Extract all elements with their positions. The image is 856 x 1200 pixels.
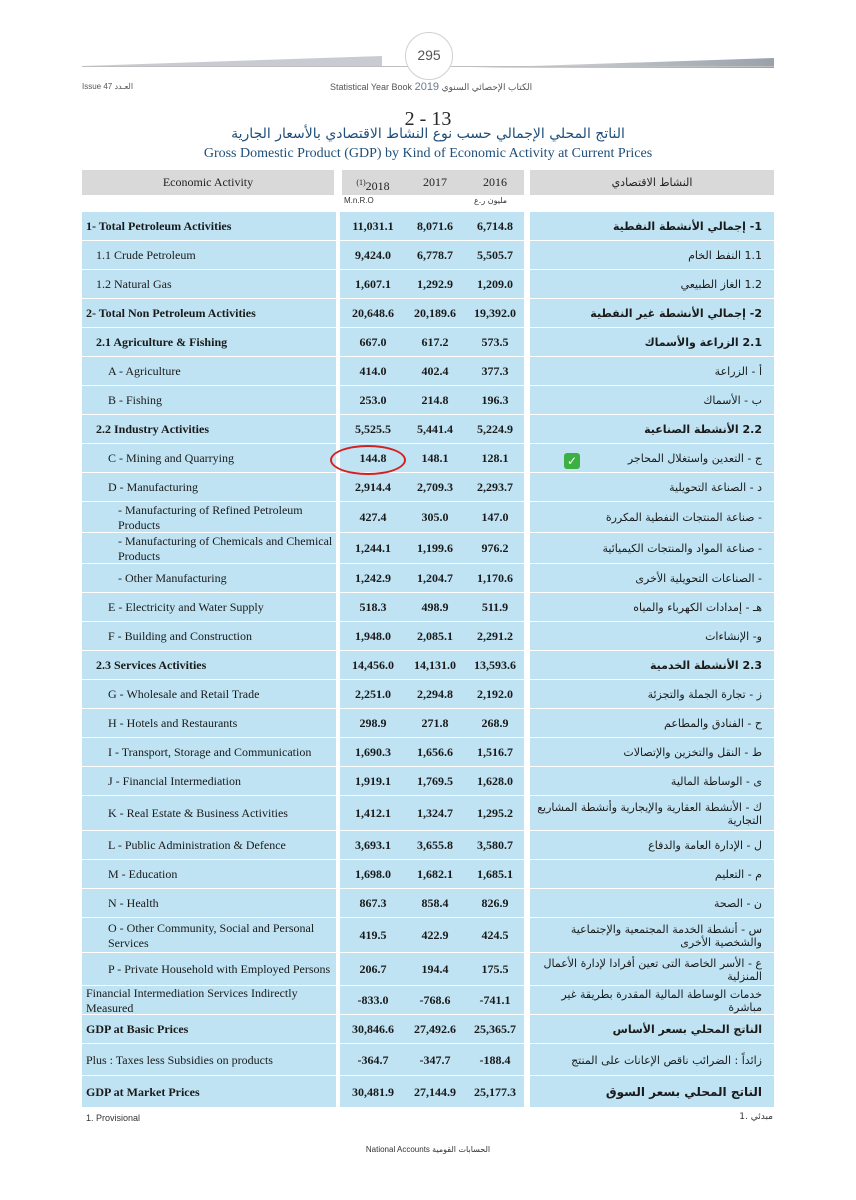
col-header-activity-ar: النشاط الاقتصادي xyxy=(530,170,774,195)
value-2016-cell: 1,295.2 xyxy=(477,806,513,820)
highlight-circle xyxy=(330,445,406,475)
year-book-label xyxy=(330,81,532,93)
table-row xyxy=(82,212,774,241)
table-row xyxy=(82,270,774,299)
table-row xyxy=(82,564,774,593)
checkmark-icon: ✓ xyxy=(564,453,580,469)
table-row xyxy=(82,953,774,986)
activity-ar-cell: ن - الصحة xyxy=(714,897,762,910)
value-2016-cell: 1,209.0 xyxy=(477,277,513,291)
activity-en-cell: A - Agriculture xyxy=(108,364,181,378)
activity-en-cell: F - Building and Construction xyxy=(108,629,252,643)
table-row xyxy=(82,680,774,709)
footnote-en: 1. Provisional xyxy=(86,1113,141,1123)
activity-ar-cell: 1- إجمالي الأنشطة النفطية xyxy=(612,220,762,233)
value-2017-cell: 305.0 xyxy=(421,510,449,524)
value-2016-cell: 19,392.0 xyxy=(474,306,516,320)
activity-en-cell: C - Mining and Quarrying xyxy=(108,451,234,465)
activity-en-cell: 1- Total Petroleum Activities xyxy=(86,219,232,233)
value-2017-cell: 194.4 xyxy=(421,962,449,976)
year-book-en: Statistical Year Book xyxy=(330,82,413,92)
value-2016-cell: 573.5 xyxy=(481,335,509,349)
value-2017-cell: 858.4 xyxy=(421,896,449,910)
table-row xyxy=(82,889,774,918)
table-row xyxy=(82,386,774,415)
table-row xyxy=(82,241,774,270)
activity-en-cell: 2- Total Non Petroleum Activities xyxy=(86,306,256,320)
table-row xyxy=(82,415,774,444)
value-2016-cell: 1,170.6 xyxy=(477,571,513,585)
value-2016-cell: 2,291.2 xyxy=(477,629,513,643)
value-2017-cell: 2,085.1 xyxy=(417,629,453,643)
activity-ar-cell: ع - الأسر الخاصة التى تعين أفرادا لإدارة الأعمال المنزلية xyxy=(543,956,762,983)
col-header-2017: 2017 xyxy=(404,170,466,195)
table-row xyxy=(82,502,774,533)
value-2018-cell: 427.4 xyxy=(359,510,387,524)
value-2016-cell: 6,714.8 xyxy=(477,219,513,233)
activity-en-cell: L - Public Administration & Defence xyxy=(108,838,286,852)
value-2016-cell: 976.2 xyxy=(481,541,509,555)
value-2018-cell: 3,693.1 xyxy=(355,838,391,852)
value-2016-cell: 424.5 xyxy=(481,928,509,942)
table-row xyxy=(82,651,774,680)
table-row xyxy=(82,622,774,651)
unit-en: M.n.R.O xyxy=(344,196,374,205)
activity-en-cell: I - Transport, Storage and Communication xyxy=(108,745,312,759)
value-2018-cell: 5,525.5 xyxy=(355,422,391,436)
row-divider xyxy=(82,1107,774,1108)
year-book-year: 2019 xyxy=(414,81,440,93)
value-2016-cell: 175.5 xyxy=(481,962,509,976)
value-2017-cell: 1,204.7 xyxy=(417,571,453,585)
activity-ar-cell: د - الصناعة التحويلية xyxy=(669,481,762,494)
value-2016-cell: 25,365.7 xyxy=(474,1022,516,1036)
activity-en-cell: GDP at Basic Prices xyxy=(86,1022,189,1036)
value-2018-cell: -833.0 xyxy=(357,993,389,1007)
value-2018-cell: 1,690.3 xyxy=(355,745,391,759)
value-2018-cell: 144.8 xyxy=(359,451,387,465)
value-2016-cell: 377.3 xyxy=(481,364,509,378)
value-2017-cell: 1,682.1 xyxy=(417,867,453,881)
value-2017-cell: 3,655.8 xyxy=(417,838,453,852)
value-2018-cell: 206.7 xyxy=(359,962,387,976)
value-2017-cell: 402.4 xyxy=(421,364,449,378)
activity-en-cell: O - Other Community, Social and Personal Services xyxy=(108,920,315,950)
value-2017-cell: 1,769.5 xyxy=(417,774,453,788)
activity-ar-cell: ب - الأسماك xyxy=(703,394,762,407)
activity-ar-cell: ك - الأنشطة العقارية والإيجارية وأنشطة المشاريع التجارية xyxy=(537,800,762,827)
activity-ar-cell: خدمات الوساطة المالية المقدرة بطريقة غير مباشرة xyxy=(561,987,762,1014)
table-row xyxy=(82,593,774,622)
activity-ar-cell: - الصناعات التحويلية الأخرى xyxy=(635,572,762,585)
table-number: 2 - 13 xyxy=(404,108,452,130)
value-2017-cell: 27,492.6 xyxy=(414,1022,456,1036)
activity-en-cell: 2.3 Services Activities xyxy=(96,658,207,672)
activity-ar-cell: ل - الإدارة العامة والدفاع xyxy=(648,839,762,852)
value-2018-cell: 1,698.0 xyxy=(355,867,391,881)
value-2018-cell: 414.0 xyxy=(359,364,387,378)
activity-en-cell: GDP at Market Prices xyxy=(86,1084,200,1099)
activity-en-cell: 2.1 Agriculture & Fishing xyxy=(96,335,228,349)
value-2018-cell: 1,412.1 xyxy=(355,806,391,820)
activity-ar-cell: - صناعة المواد والمنتجات الكيميائية xyxy=(602,542,762,555)
activity-en-cell: - Other Manufacturing xyxy=(118,571,227,585)
table-row xyxy=(82,860,774,889)
activity-ar-cell: ط - النقل والتخزين والإتصالات xyxy=(623,746,762,759)
value-2017-cell: 1,324.7 xyxy=(417,806,453,820)
activity-en-cell: E - Electricity and Water Supply xyxy=(108,600,264,614)
activity-ar-cell: هـ - إمدادات الكهرباء والمياه xyxy=(633,601,762,614)
value-2018-cell: 20,648.6 xyxy=(352,306,394,320)
activity-en-cell: 1.1 Crude Petroleum xyxy=(96,248,196,262)
activity-ar-cell: ى - الوساطة المالية xyxy=(670,775,762,788)
value-2017-cell: -768.6 xyxy=(419,993,451,1007)
table-row xyxy=(82,738,774,767)
activity-en-cell: G - Wholesale and Retail Trade xyxy=(108,687,260,701)
value-2016-cell: 13,593.6 xyxy=(474,658,516,672)
value-2017-cell: 1,656.6 xyxy=(417,745,453,759)
table-row xyxy=(82,1015,774,1044)
table-row xyxy=(82,1044,774,1076)
footnote-ar: 1. مبدئي xyxy=(739,1112,773,1122)
value-2016-cell: 1,685.1 xyxy=(477,867,513,881)
activity-ar-cell: ج - التعدين واستغلال المحاجر xyxy=(627,452,762,465)
value-2018-cell: 667.0 xyxy=(359,335,387,349)
footer-ar: الحسابات القومية xyxy=(432,1145,491,1154)
table-row xyxy=(82,357,774,386)
activity-en-cell: D - Manufacturing xyxy=(108,480,198,494)
value-2017-cell: 1,292.9 xyxy=(417,277,453,291)
value-2018-cell: -364.7 xyxy=(357,1052,389,1067)
table-row xyxy=(82,796,774,831)
activity-en-cell: K - Real Estate & Business Activities xyxy=(108,806,288,820)
value-2017-cell: 5,441.4 xyxy=(417,422,453,436)
table-row xyxy=(82,986,774,1015)
value-2018-cell: 298.9 xyxy=(359,716,387,730)
activity-en-cell: H - Hotels and Restaurants xyxy=(108,716,238,730)
table-row xyxy=(82,709,774,738)
activity-ar-cell: ز - تجارة الجملة والتجزئة xyxy=(647,688,762,701)
value-2016-cell: 25,177.3 xyxy=(474,1084,516,1099)
value-2018-cell: 419.5 xyxy=(359,928,387,942)
value-2017-cell: 14,131.0 xyxy=(414,658,456,672)
activity-ar-cell: الناتج المحلي بسعر الأساس xyxy=(612,1023,762,1036)
value-2018-cell: 253.0 xyxy=(359,393,387,407)
value-2017-cell: 214.8 xyxy=(421,393,449,407)
value-2016-cell: 1,516.7 xyxy=(477,745,513,759)
year-book-ar: الكتاب الإحصائي السنوي xyxy=(441,82,533,92)
col-header-2018-label: 2018 xyxy=(365,179,390,193)
value-2018-cell: 2,251.0 xyxy=(355,687,391,701)
value-2016-cell: 1,628.0 xyxy=(477,774,513,788)
table-row xyxy=(82,444,774,473)
value-2016-cell: 196.3 xyxy=(481,393,509,407)
value-2016-cell: 5,505.7 xyxy=(477,248,513,262)
value-2018-cell: 518.3 xyxy=(359,600,387,614)
value-2017-cell: 8,071.6 xyxy=(417,219,453,233)
value-2017-cell: 271.8 xyxy=(421,716,449,730)
value-2018-cell: 1,948.0 xyxy=(355,629,391,643)
value-2016-cell: 2,293.7 xyxy=(477,480,513,494)
value-2016-cell: -188.4 xyxy=(479,1052,511,1067)
value-2018-cell: 1,242.9 xyxy=(355,571,391,585)
footer-en: National Accounts xyxy=(365,1145,430,1154)
value-2018-cell: 9,424.0 xyxy=(355,248,391,262)
value-2018-cell: 1,919.1 xyxy=(355,774,391,788)
table-row xyxy=(82,533,774,564)
value-2016-cell: 2,192.0 xyxy=(477,687,513,701)
value-2016-cell: 5,224.9 xyxy=(477,422,513,436)
col-header-2018-note: (1) xyxy=(356,178,366,187)
activity-ar-cell: 2.2 الأنشطة الصناعية xyxy=(644,423,762,436)
value-2017-cell: 2,294.8 xyxy=(417,687,453,701)
table-row xyxy=(82,328,774,357)
activity-en-cell: J - Financial Intermediation xyxy=(108,774,241,788)
value-2018-cell: 867.3 xyxy=(359,896,387,910)
header-band-left xyxy=(82,56,382,66)
value-2016-cell: 147.0 xyxy=(481,510,509,524)
unit-ar: مليون ر.ع xyxy=(474,196,508,205)
activity-en-cell: 2.2 Industry Activities xyxy=(96,422,210,436)
table-row xyxy=(82,831,774,860)
value-2017-cell: 20,189.6 xyxy=(414,306,456,320)
value-2017-cell: 498.9 xyxy=(421,600,449,614)
activity-ar-cell: و- الإنشاءات xyxy=(705,630,762,643)
activity-en-cell: M - Education xyxy=(108,867,178,881)
value-2017-cell: 148.1 xyxy=(421,451,449,465)
activity-ar-cell: 2.3 الأنشطة الخدمية xyxy=(650,659,762,672)
value-2017-cell: -347.7 xyxy=(419,1052,451,1067)
activity-en-cell: 1.2 Natural Gas xyxy=(96,277,172,291)
value-2016-cell: -741.1 xyxy=(479,993,511,1007)
value-2016-cell: 3,580.7 xyxy=(477,838,513,852)
value-2017-cell: 422.9 xyxy=(421,928,449,942)
value-2017-cell: 6,778.7 xyxy=(417,248,453,262)
table-row xyxy=(82,1076,774,1108)
value-2016-cell: 128.1 xyxy=(481,451,509,465)
col-header-activity-en: Economic Activity xyxy=(82,170,334,195)
table-row xyxy=(82,918,774,953)
value-2018-cell: 1,607.1 xyxy=(355,277,391,291)
value-2017-cell: 27,144.9 xyxy=(414,1084,456,1099)
page-number: 295 xyxy=(405,32,453,80)
value-2016-cell: 826.9 xyxy=(481,896,509,910)
activity-en-cell: P - Private Household with Employed Persons xyxy=(108,962,331,976)
table-row xyxy=(82,299,774,328)
value-2018-cell: 14,456.0 xyxy=(352,658,394,672)
table-title-english: Gross Domestic Product (GDP) by Kind of Economic Activity at Current Prices xyxy=(203,146,653,161)
activity-ar-cell: 1.1 النفط الخام xyxy=(688,249,762,262)
activity-ar-cell: 2- إجمالي الأنشطة غير النفطية xyxy=(590,307,762,320)
value-2017-cell: 2,709.3 xyxy=(417,480,453,494)
value-2017-cell: 1,199.6 xyxy=(417,541,453,555)
value-2018-cell: 30,481.9 xyxy=(352,1084,394,1099)
value-2018-cell: 11,031.1 xyxy=(352,219,394,233)
activity-en-cell: N - Health xyxy=(108,896,159,910)
activity-ar-cell: م - التعليم xyxy=(714,868,762,881)
activity-ar-cell: زائداً : الضرائب ناقص الإعانات على المنتج xyxy=(571,1053,762,1067)
activity-ar-cell: 1.2 الغاز الطبيعي xyxy=(680,278,762,291)
activity-en-cell: B - Fishing xyxy=(108,393,163,407)
activity-ar-cell: س - أنشطة الخدمة المجتمعية والإجتماعية والشخصية الأخرى xyxy=(570,922,762,949)
activity-ar-cell: الناتج المحلي بسعر السوق xyxy=(605,1085,762,1099)
activity-ar-cell: - صناعة المنتجات النفطية المكررة xyxy=(605,511,762,524)
issue-label: Issue 47 العـدد xyxy=(82,82,134,91)
activity-en-cell: Financial Intermediation Services Indirectly Measured xyxy=(86,985,298,1015)
activity-ar-cell: أ - الزراعة xyxy=(714,365,762,378)
col-header-2016: 2016 xyxy=(466,170,524,195)
activity-en-cell: - Manufacturing of Refined Petroleum Products xyxy=(118,502,303,532)
value-2018-cell: 30,846.6 xyxy=(352,1022,394,1036)
value-2016-cell: 511.9 xyxy=(481,600,509,614)
activity-en-cell: - Manufacturing of Chemicals and Chemical Products xyxy=(118,533,333,563)
activity-ar-cell: 2.1 الزراعة والأسماك xyxy=(644,336,762,349)
value-2016-cell: 268.9 xyxy=(481,716,509,730)
table-row xyxy=(82,767,774,796)
table-row xyxy=(82,473,774,502)
value-2018-cell: 2,914.4 xyxy=(355,480,391,494)
table-title-arabic: الناتج المحلي الإجمالي حسب نوع النشاط الاقتصادي بالأسعار الجارية xyxy=(231,126,625,142)
activity-ar-cell: ح - الفنادق والمطاعم xyxy=(664,717,762,730)
activity-en-cell: Plus : Taxes less Subsidies on products xyxy=(86,1052,273,1067)
value-2017-cell: 617.2 xyxy=(421,335,449,349)
value-2018-cell: 1,244.1 xyxy=(355,541,391,555)
page-footer xyxy=(0,1145,856,1154)
col-header-2018 xyxy=(342,170,404,195)
